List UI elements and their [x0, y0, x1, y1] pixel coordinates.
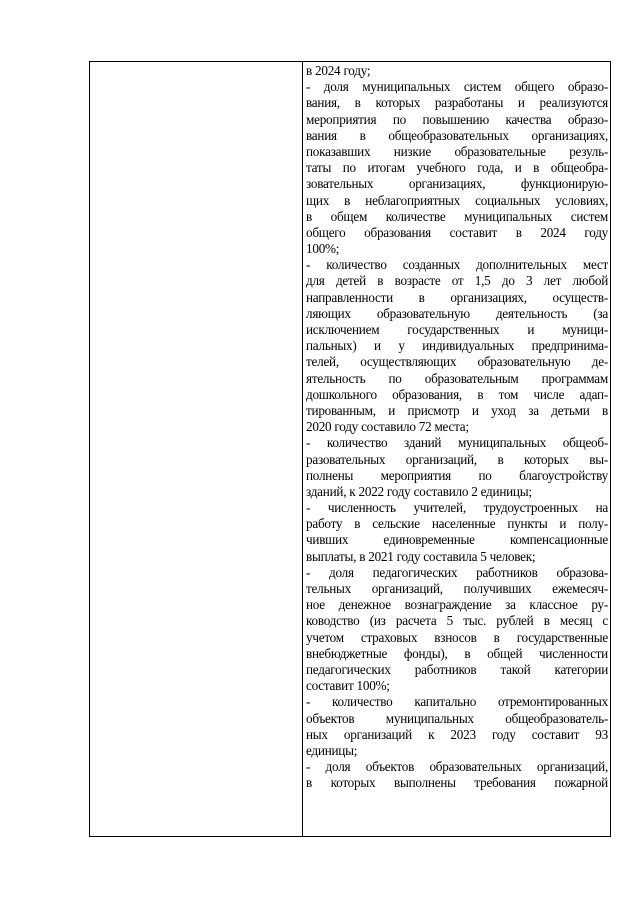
text-line: 100%; — [306, 241, 340, 257]
text-line: объектов муниципальных общеобразователь- — [306, 710, 608, 726]
text-line: направленности в организациях, осуществ- — [306, 289, 608, 305]
text-line: тированным, и присмотр и уход за детьми в — [306, 402, 608, 418]
text-line: - количество зданий муниципальных общеоб- — [306, 435, 608, 451]
text-line: мероприятия по повышению качества образо- — [306, 111, 608, 127]
text-line: вания, в которых разработаны и реализуются — [306, 95, 608, 111]
document-table — [89, 61, 611, 837]
text-line: ное денежное вознаграждение за классное ру- — [306, 597, 608, 613]
text-line: вания в общеобразовательных организациях, — [306, 127, 608, 143]
text-line: учетом страховых взносов в государственные — [306, 629, 608, 645]
table-right-column — [303, 62, 610, 836]
text-line: чивших единовременные компенсационные — [306, 532, 608, 548]
text-line: телей, осуществляющих образовательную де- — [306, 354, 608, 370]
text-line: дошкольного образования, в том числе адап- — [306, 386, 608, 402]
text-line: - доля муниципальных систем общего образо- — [306, 79, 608, 95]
text-line: ляющих образовательную деятельность (за — [306, 305, 608, 321]
text-line: внебюджетные фонды), в общей численности — [306, 645, 608, 661]
text-line: разовательных организаций, в которых вы- — [306, 451, 608, 467]
text-line: - количество созданных дополнительных мест — [306, 257, 608, 273]
text-line: педагогических работников такой категории — [306, 661, 608, 677]
text-line: полнены мероприятия по благоустройству — [306, 467, 608, 483]
text-line: ных организаций к 2023 году составит 93 — [306, 726, 608, 742]
text-line: 2020 году составило 72 места; — [306, 419, 469, 435]
text-line: щих в неблагоприятных социальных условиях, — [306, 192, 608, 208]
text-line: тельных организаций, получивших ежемесяч- — [306, 581, 608, 596]
text-line: пальных) и у индивидуальных предпринима- — [306, 338, 608, 354]
text-line: единицы; — [306, 742, 358, 758]
text-line: ятельность по образовательным программам — [306, 370, 608, 386]
text-line: - численность учителей, трудоустроенных на — [306, 500, 608, 516]
text-line: - количество капитально отремонтированных — [306, 694, 608, 710]
text-line: ководство (из расчета 5 тыс. рублей в месяц с — [306, 613, 608, 629]
text-line: в 2024 году; — [306, 63, 371, 78]
text-line: показавших низкие образовательные резуль- — [306, 143, 608, 159]
text-line: исключением государственных и муници- — [306, 322, 608, 337]
text-line: в общем количестве муниципальных систем — [306, 208, 608, 224]
text-line: таты по итогам учебного года, и в общеобра- — [306, 160, 608, 176]
text-line: общего образования составит в 2024 году — [306, 224, 608, 240]
text-line: для детей в возрасте от 1,5 до 3 лет любой — [306, 273, 608, 289]
text-line: - доля педагогических работников образова- — [306, 564, 608, 580]
text-line: составит 100%; — [306, 678, 390, 694]
text-line: выплаты, в 2021 году составила 5 человек; — [306, 548, 536, 564]
text-line: в которых выполнены требования пожарной — [306, 775, 608, 791]
text-line: зовательных организациях, функционирую- — [306, 176, 608, 192]
text-line: зданий, к 2022 году составило 2 единицы; — [306, 483, 532, 499]
table-left-column — [90, 62, 303, 836]
text-line: - доля объектов образовательных организаций, — [306, 759, 608, 775]
text-line: работу в сельские населенные пункты и полу- — [306, 516, 608, 532]
